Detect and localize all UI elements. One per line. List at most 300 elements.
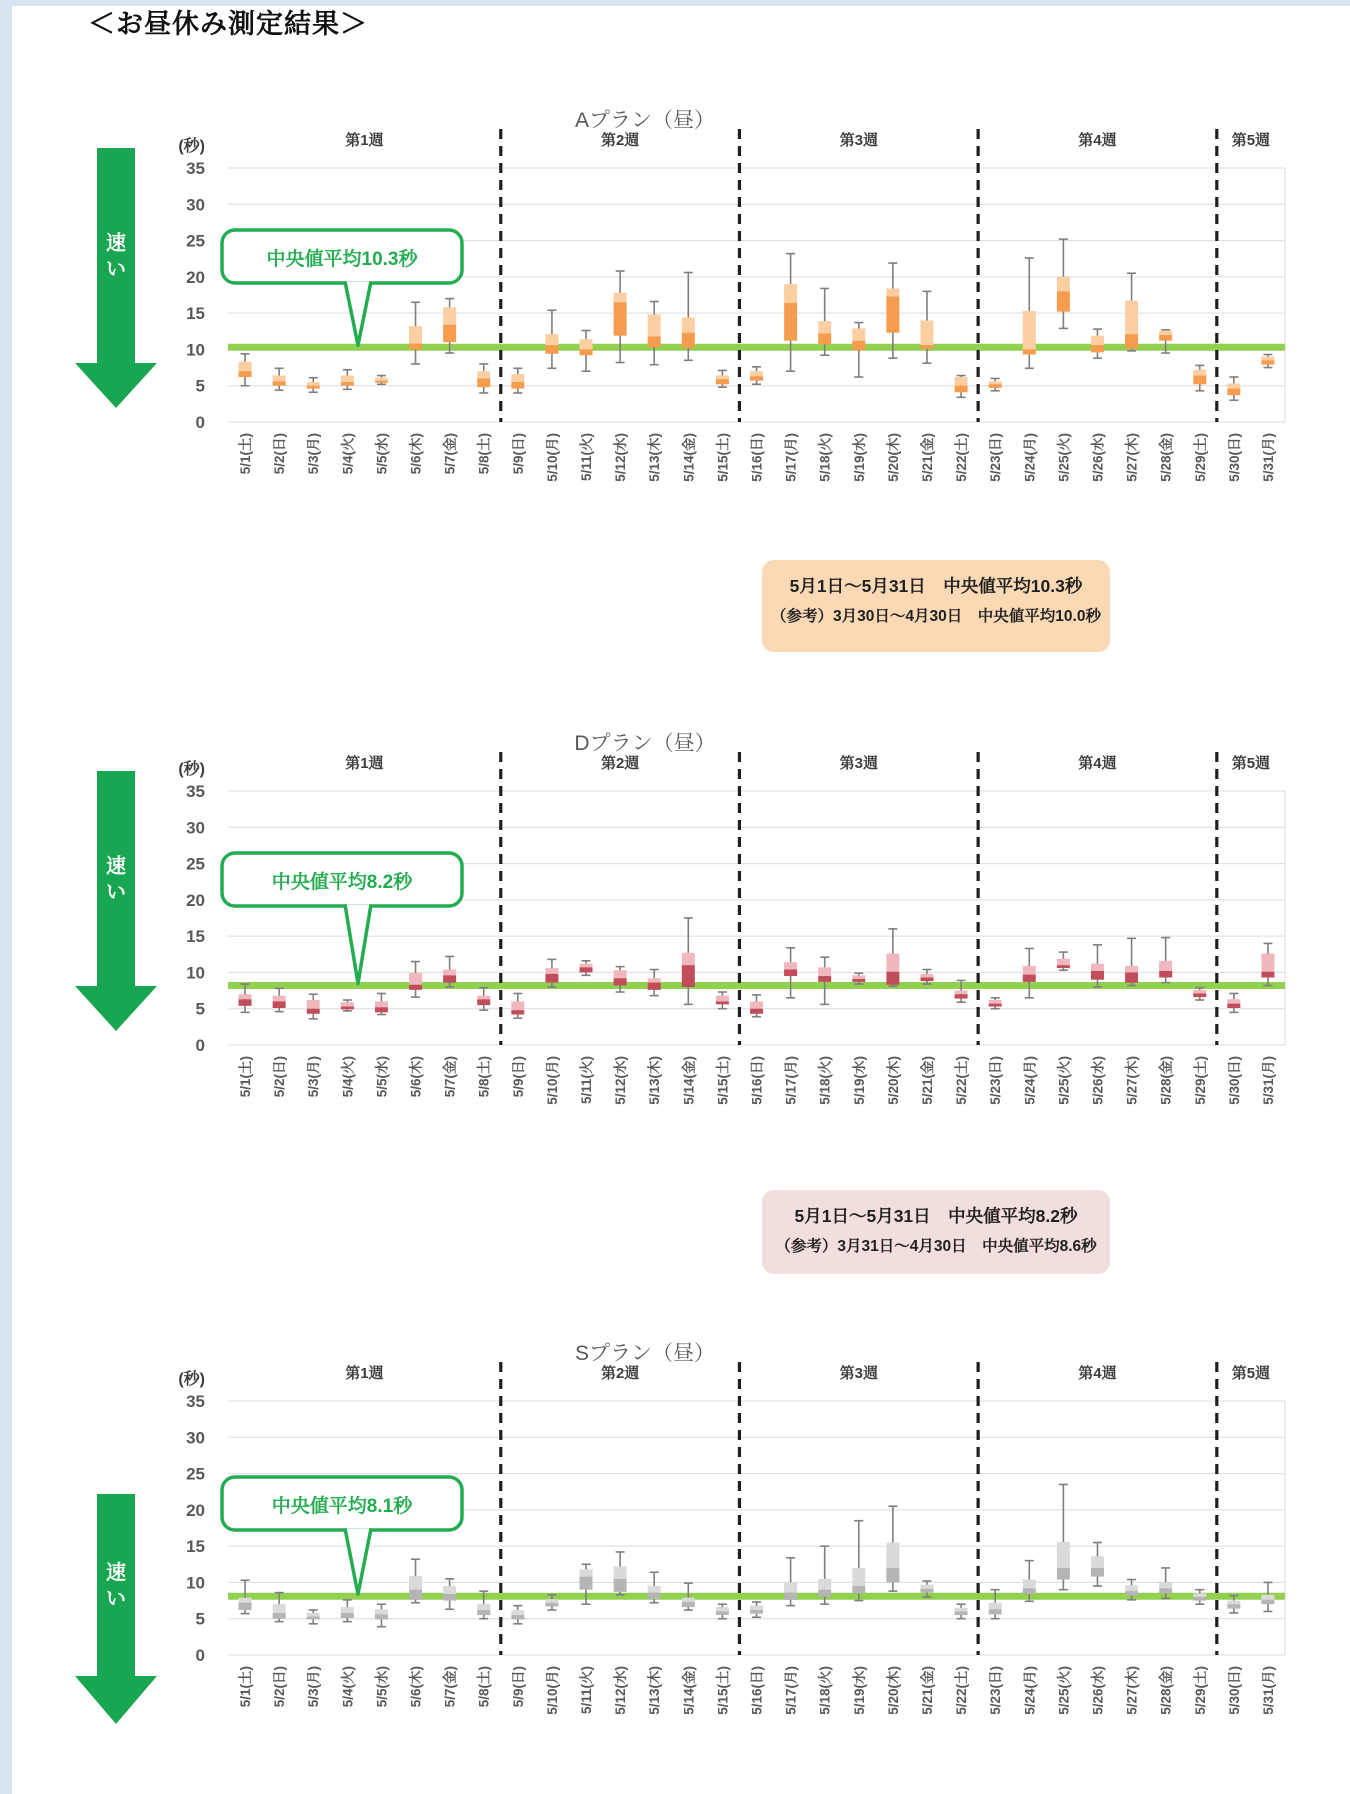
boxplot-series <box>239 918 1275 1019</box>
box-lower <box>818 976 831 982</box>
date-label: 5/30(日) <box>1226 1056 1242 1105</box>
box-upper <box>1125 301 1138 334</box>
y-tick-label: 0 <box>195 1036 205 1055</box>
svg-text:第2週: 第2週 <box>600 755 640 772</box>
y-tick-label: 25 <box>186 854 205 874</box>
box-lower <box>1227 1604 1240 1608</box>
box-upper <box>852 328 865 340</box>
box-upper <box>1125 1585 1138 1591</box>
box-upper <box>955 1608 968 1612</box>
date-label: 5/20(木) <box>885 433 901 482</box>
date-label: 5/21(金) <box>919 433 935 482</box>
box-upper <box>818 321 831 333</box>
date-label: 5/12(水) <box>613 433 629 482</box>
y-tick-label: 10 <box>186 340 205 360</box>
box-lower <box>511 382 524 389</box>
date-label: 5/14(金) <box>681 433 697 482</box>
date-label: 5/24(月) <box>1022 433 1038 482</box>
box-lower <box>682 333 695 348</box>
box-upper <box>1261 357 1274 361</box>
date-label: 5/18(火) <box>817 1056 833 1105</box>
box-lower <box>716 1611 729 1615</box>
average-callout <box>222 230 462 345</box>
week-labels <box>345 131 1270 149</box>
box-lower <box>307 1617 320 1620</box>
box-lower <box>1023 1588 1036 1594</box>
box-lower <box>443 325 456 342</box>
box-upper <box>443 970 456 976</box>
box-lower <box>1193 1597 1206 1601</box>
date-label: 5/7(金) <box>442 1056 458 1098</box>
date-label: 5/2(日) <box>272 1056 288 1098</box>
box-upper <box>852 975 865 979</box>
box-upper <box>920 320 933 345</box>
box-lower <box>409 344 422 350</box>
y-tick-label: 20 <box>186 1500 205 1520</box>
chart-d-boxplot-canvas <box>0 716 1350 1181</box>
summary-a-line1: 5月1日～5月31日 中央値平均10.3秒 <box>789 576 1083 596</box>
date-label: 5/10(月) <box>544 1666 560 1715</box>
date-label: 5/31(月) <box>1260 1666 1276 1715</box>
y-tick-label: 15 <box>186 1537 205 1557</box>
box-lower <box>1125 1591 1138 1595</box>
box-lower <box>1261 1600 1274 1604</box>
box-upper <box>443 307 456 324</box>
date-label: 5/24(月) <box>1022 1056 1038 1105</box>
box-lower <box>1023 975 1036 982</box>
date-label: 5/19(水) <box>851 433 867 482</box>
date-label: 5/5(水) <box>374 433 390 475</box>
box-upper <box>886 1543 899 1568</box>
chart-s-boxplot-canvas <box>0 1326 1350 1794</box>
svg-text:第1週: 第1週 <box>345 132 384 149</box>
box-lower <box>955 386 968 393</box>
y-tick-label: 25 <box>186 231 205 251</box>
svg-text:第3週: 第3週 <box>839 755 878 772</box>
box-lower <box>750 1009 763 1014</box>
box-lower <box>477 378 490 387</box>
box-lower <box>1261 360 1274 364</box>
date-label: 5/29(土) <box>1192 433 1208 482</box>
y-tick-label: 5 <box>195 999 205 1019</box>
box-upper <box>1057 959 1070 966</box>
box-upper <box>648 978 661 982</box>
y-tick-label: 15 <box>186 927 205 947</box>
date-label: 5/7(金) <box>442 1666 458 1708</box>
box-upper <box>1091 1556 1104 1568</box>
svg-text:第4週: 第4週 <box>1078 1365 1117 1382</box>
box-lower <box>1057 1568 1070 1580</box>
box-lower <box>1159 335 1172 341</box>
box-lower <box>341 1613 354 1618</box>
date-label: 5/25(火) <box>1056 1666 1072 1715</box>
date-label: 5/4(火) <box>340 433 356 475</box>
box-upper <box>784 1582 797 1592</box>
box-lower <box>1023 349 1036 354</box>
box-upper <box>886 288 899 296</box>
date-label: 5/17(月) <box>783 1056 799 1105</box>
box-upper <box>511 374 524 382</box>
summary-box-d <box>762 1190 1110 1274</box>
box-lower <box>1091 971 1104 980</box>
date-label: 5/3(月) <box>306 433 322 475</box>
box-upper <box>716 376 729 380</box>
box-upper <box>477 996 490 1000</box>
box-lower <box>375 1614 388 1619</box>
box-lower <box>341 382 354 386</box>
date-label: 5/18(火) <box>817 1666 833 1715</box>
box-upper <box>920 974 933 978</box>
svg-text:い: い <box>106 258 126 281</box>
date-label: 5/23(日) <box>988 1666 1004 1715</box>
box-lower <box>920 978 933 982</box>
average-callout <box>222 853 462 983</box>
box-upper <box>273 376 286 382</box>
chart-section-d-plan <box>0 716 1350 1181</box>
box-upper <box>1057 1542 1070 1568</box>
box-lower <box>886 972 899 985</box>
date-label: 5/6(木) <box>408 433 424 475</box>
box-upper <box>920 1585 933 1589</box>
svg-text:い: い <box>106 881 126 904</box>
box-lower <box>580 349 593 355</box>
week-labels <box>345 754 1270 772</box>
box-lower <box>989 1609 1002 1614</box>
box-upper <box>784 284 797 303</box>
svg-text:第2週: 第2週 <box>600 132 640 149</box>
box-lower <box>784 970 797 977</box>
box-upper <box>614 1566 627 1578</box>
callout-text: 中央値平均8.1秒 <box>271 1496 413 1517</box>
box-lower <box>648 336 661 347</box>
x-axis-date-labels <box>237 1666 1276 1715</box>
box-lower <box>239 999 252 1006</box>
date-label: 5/2(日) <box>272 1666 288 1708</box>
box-upper <box>273 1604 286 1613</box>
y-tick-label: 35 <box>186 782 205 801</box>
y-tick-label: 25 <box>186 1464 205 1484</box>
svg-text:第5週: 第5週 <box>1231 755 1271 772</box>
summary-box-a <box>762 560 1110 652</box>
date-label: 5/6(木) <box>408 1666 424 1708</box>
y-tick-label: 20 <box>186 267 205 287</box>
date-label: 5/25(火) <box>1056 1056 1072 1105</box>
y-axis-unit-label: (秒) <box>178 138 205 155</box>
box-upper <box>1193 1593 1206 1597</box>
date-label: 5/29(土) <box>1192 1666 1208 1715</box>
date-label: 5/1(土) <box>238 1666 254 1708</box>
date-label: 5/27(木) <box>1124 1056 1140 1105</box>
date-label: 5/25(火) <box>1056 433 1072 482</box>
box-lower <box>614 302 627 335</box>
box-lower <box>886 296 899 332</box>
box-lower <box>920 1589 933 1593</box>
y-tick-label: 30 <box>186 1428 205 1448</box>
date-label: 5/16(日) <box>749 1056 765 1105</box>
date-label: 5/15(土) <box>715 1666 731 1715</box>
date-label: 5/11(火) <box>579 433 595 482</box>
fast-down-arrow-icon <box>75 148 157 408</box>
callout-text: 中央値平均10.3秒 <box>266 249 418 270</box>
svg-text:第1週: 第1週 <box>345 1365 384 1382</box>
box-lower <box>852 341 865 350</box>
box-upper <box>1261 954 1274 972</box>
box-lower <box>989 384 1002 388</box>
box-upper <box>545 334 558 345</box>
box-lower <box>852 1586 865 1593</box>
date-label: 5/2(日) <box>272 433 288 475</box>
date-label: 5/21(金) <box>919 1056 935 1105</box>
box-lower <box>239 371 252 377</box>
box-upper <box>273 996 286 1002</box>
box-upper <box>1227 999 1240 1003</box>
box-lower <box>375 381 388 383</box>
box-upper <box>307 1000 320 1009</box>
box-lower <box>1091 345 1104 352</box>
y-tick-label: 30 <box>186 195 205 215</box>
box-upper <box>614 293 627 302</box>
date-label: 5/31(月) <box>1260 1056 1276 1105</box>
box-upper <box>1193 370 1206 376</box>
summary-d-line2: （参考）3月31日～4月30日 中央値平均8.6秒 <box>775 1238 1097 1255</box>
svg-text:第3週: 第3週 <box>839 132 878 149</box>
box-upper <box>818 967 831 976</box>
box-lower <box>580 1577 593 1590</box>
box-upper <box>545 968 558 974</box>
date-label: 5/8(土) <box>476 1666 492 1708</box>
box-lower <box>239 1603 252 1610</box>
svg-text:速: 速 <box>106 232 126 255</box>
box-upper <box>375 378 388 381</box>
box-lower <box>545 974 558 983</box>
average-callout <box>222 1477 462 1594</box>
svg-text:い: い <box>106 1588 126 1610</box>
box-upper <box>1125 966 1138 973</box>
box-lower <box>648 983 661 990</box>
box-lower <box>955 1611 968 1615</box>
y-tick-label: 35 <box>186 1392 205 1411</box>
y-tick-label: 10 <box>186 1573 205 1593</box>
box-upper <box>409 973 422 985</box>
y-tick-label: 5 <box>195 1609 205 1629</box>
box-lower <box>273 1613 286 1619</box>
box-upper <box>511 1001 524 1010</box>
box-upper <box>1159 331 1172 335</box>
box-upper <box>1023 1580 1036 1589</box>
week-labels <box>345 1364 1270 1382</box>
date-label: 5/31(月) <box>1260 433 1276 482</box>
box-upper <box>852 1568 865 1586</box>
week-separators <box>501 129 1217 422</box>
box-lower <box>1125 334 1138 349</box>
box-upper <box>750 371 763 376</box>
box-upper <box>580 339 593 349</box>
box-upper <box>1261 1595 1274 1600</box>
y-tick-label: 30 <box>186 818 205 838</box>
box-upper <box>989 381 1002 384</box>
y-tick-label: 10 <box>186 963 205 983</box>
box-lower <box>818 1590 831 1597</box>
svg-text:第5週: 第5週 <box>1231 1365 1271 1382</box>
box-lower <box>580 967 593 972</box>
box-lower <box>443 1594 456 1601</box>
svg-text:第5週: 第5週 <box>1231 132 1271 149</box>
date-label: 5/19(水) <box>851 1666 867 1715</box>
date-label: 5/13(木) <box>647 433 663 482</box>
box-lower <box>477 999 490 1005</box>
box-lower <box>920 345 933 349</box>
date-label: 5/13(木) <box>647 1666 663 1715</box>
box-lower <box>1057 965 1070 968</box>
box-lower <box>852 979 865 982</box>
box-upper <box>341 1607 354 1613</box>
box-lower <box>1227 389 1240 396</box>
x-axis-date-labels <box>237 433 1276 482</box>
date-label: 5/4(火) <box>340 1666 356 1708</box>
date-label: 5/8(土) <box>476 1056 492 1098</box>
y-tick-label: 0 <box>195 413 205 432</box>
box-upper <box>955 377 968 386</box>
fast-down-arrow-icon <box>75 1494 157 1724</box>
box-upper <box>580 964 593 968</box>
date-label: 5/27(木) <box>1124 433 1140 482</box>
box-lower <box>1091 1568 1104 1577</box>
box-lower <box>989 1004 1002 1007</box>
box-lower <box>1159 1588 1172 1593</box>
date-label: 5/22(土) <box>954 1666 970 1715</box>
svg-text:第1週: 第1週 <box>345 755 384 772</box>
date-label: 5/23(日) <box>988 1056 1004 1105</box>
box-upper <box>409 1576 422 1590</box>
y-tick-label: 5 <box>195 376 205 396</box>
fast-down-arrow-icon <box>75 771 157 1031</box>
date-label: 5/14(金) <box>681 1056 697 1105</box>
svg-text:速: 速 <box>106 855 126 878</box>
box-lower <box>1261 972 1274 978</box>
callout-pointer <box>345 905 371 984</box>
box-lower <box>716 379 729 384</box>
box-upper <box>716 996 729 1002</box>
svg-text:速: 速 <box>106 1562 126 1584</box>
svg-text:第4週: 第4週 <box>1078 755 1117 772</box>
box-upper <box>239 1598 252 1603</box>
box-lower <box>545 1603 558 1607</box>
box-lower <box>614 978 627 985</box>
box-lower <box>750 376 763 380</box>
box-lower <box>545 345 558 354</box>
y-tick-label: 35 <box>186 159 205 178</box>
date-label: 5/12(水) <box>613 1056 629 1105</box>
svg-text:第4週: 第4週 <box>1078 132 1117 149</box>
box-lower <box>784 1593 797 1600</box>
box-upper <box>989 1000 1002 1004</box>
box-upper <box>1227 1601 1240 1605</box>
page-title: ＜お昼休み測定結果＞ <box>88 9 368 39</box>
box-lower <box>1159 971 1172 978</box>
date-label: 5/22(土) <box>954 1056 970 1105</box>
date-label: 5/28(金) <box>1158 1666 1174 1715</box>
date-label: 5/5(水) <box>374 1056 390 1098</box>
svg-text:第2週: 第2週 <box>600 1365 640 1382</box>
box-upper <box>307 382 320 386</box>
date-label: 5/6(木) <box>408 1056 424 1098</box>
box-upper <box>750 1001 763 1008</box>
date-label: 5/13(木) <box>647 1056 663 1105</box>
chart-title: Sプラン（昼） <box>574 1342 716 1365</box>
box-upper <box>716 1607 729 1611</box>
date-label: 5/9(日) <box>510 1056 526 1098</box>
box-upper <box>1159 1582 1172 1588</box>
x-axis-date-labels <box>237 1056 1276 1105</box>
box-upper <box>682 953 695 965</box>
date-label: 5/19(水) <box>851 1056 867 1105</box>
box-upper <box>682 1598 695 1602</box>
date-label: 5/30(日) <box>1226 433 1242 482</box>
y-tick-label: 15 <box>186 304 205 324</box>
date-label: 5/5(水) <box>374 1666 390 1708</box>
callout-text: 中央値平均8.2秒 <box>271 872 413 893</box>
box-upper <box>1023 966 1036 975</box>
y-tick-label: 20 <box>186 890 205 910</box>
box-lower <box>375 1007 388 1012</box>
y-axis-unit-label: (秒) <box>178 761 205 778</box>
box-lower <box>1057 291 1070 311</box>
date-label: 5/30(日) <box>1226 1666 1242 1715</box>
box-upper <box>648 1586 661 1593</box>
box-lower <box>1193 993 1206 997</box>
date-label: 5/21(金) <box>919 1666 935 1715</box>
box-lower <box>1125 972 1138 982</box>
box-upper <box>648 315 661 337</box>
box-upper <box>580 1569 593 1576</box>
date-label: 5/3(月) <box>306 1666 322 1708</box>
box-upper <box>682 317 695 332</box>
callout-pointer <box>345 1529 371 1595</box>
box-upper <box>818 1579 831 1590</box>
box-lower <box>1227 1004 1240 1008</box>
date-label: 5/7(金) <box>442 433 458 475</box>
box-upper <box>1159 961 1172 971</box>
date-label: 5/9(日) <box>510 1666 526 1708</box>
date-label: 5/26(水) <box>1090 1666 1106 1715</box>
box-upper <box>307 1613 320 1617</box>
box-lower <box>511 1010 524 1014</box>
box-lower <box>511 1615 524 1619</box>
box-upper <box>750 1606 763 1610</box>
date-label: 5/17(月) <box>783 1666 799 1715</box>
box-upper <box>477 1604 490 1610</box>
date-label: 5/18(火) <box>817 433 833 482</box>
date-label: 5/28(金) <box>1158 433 1174 482</box>
box-upper <box>545 1599 558 1603</box>
week-separators <box>501 752 1217 1045</box>
date-label: 5/16(日) <box>749 1666 765 1715</box>
date-label: 5/11(火) <box>579 1056 595 1105</box>
date-label: 5/10(月) <box>544 1056 560 1105</box>
box-upper <box>1091 964 1104 971</box>
box-upper <box>989 1603 1002 1610</box>
chart-title: Dプラン（昼） <box>574 732 716 755</box>
box-upper <box>375 1001 388 1007</box>
date-label: 5/22(土) <box>954 433 970 482</box>
date-label: 5/15(土) <box>715 1056 731 1105</box>
date-label: 5/17(月) <box>783 433 799 482</box>
box-lower <box>273 381 286 385</box>
date-label: 5/26(水) <box>1090 1056 1106 1105</box>
chart-a-boxplot-canvas <box>0 93 1350 558</box>
date-label: 5/8(土) <box>476 433 492 475</box>
box-upper <box>955 991 968 995</box>
